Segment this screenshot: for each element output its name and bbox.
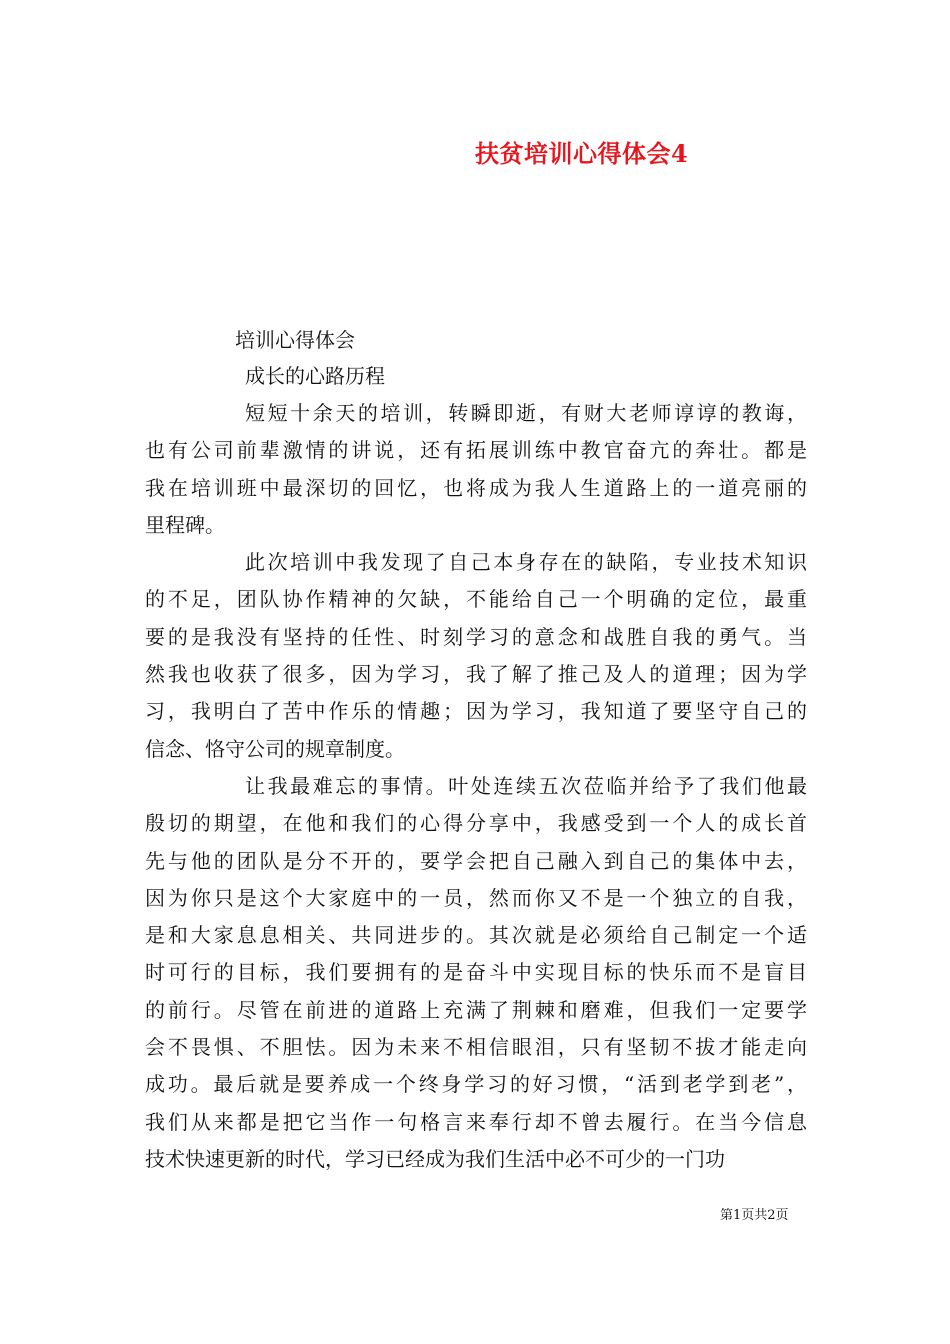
text-line: 因为你只是这个大家庭中的一员，然而你又不是一个独立的自我， bbox=[145, 885, 807, 910]
text-line: 短短十余天的培训，转瞬即逝，有财大老师谆谆的教诲， bbox=[245, 401, 807, 425]
paragraph bbox=[145, 773, 807, 1183]
text-line: 时可行的目标，我们要拥有的是奋斗中实现目标的快乐而不是盲目 bbox=[145, 960, 807, 985]
text-line: 我在培训班中最深切的回忆，也将成为我人生道路上的一道亮丽的 bbox=[145, 475, 807, 500]
document-title: 扶贫培训心得体会4 bbox=[475, 139, 689, 168]
text-line: 会不畏惧、不胆怯。因为未来不相信眼泪，只有坚韧不拔才能走向 bbox=[145, 1035, 807, 1060]
page-number: 第1页共2页 bbox=[720, 1208, 789, 1223]
text-line: 里程碑。 bbox=[145, 512, 225, 537]
section-subheading: 成长的心路历程 bbox=[245, 364, 385, 388]
text-line: 技术快速更新的时代，学习已经成为我们生活中必不可少的一门功 bbox=[145, 1146, 725, 1171]
text-line: 此次培训中我发现了自己本身存在的缺陷，专业技术知识 bbox=[245, 550, 807, 575]
text-line: 也有公司前辈激情的讲说，还有拓展训练中教官奋亢的奔壮。都是 bbox=[145, 438, 807, 463]
text-line: 然我也收获了很多，因为学习，我了解了推己及人的道理；因为学 bbox=[145, 662, 807, 687]
text-line: 信念、恪守公司的规章制度。 bbox=[145, 736, 405, 761]
text-line: 习，我明白了苦中作乐的情趣；因为学习，我知道了要坚守自己的 bbox=[145, 699, 807, 724]
text-line: 要的是我没有坚持的任性、时刻学习的意念和战胜自我的勇气。当 bbox=[145, 624, 807, 649]
text-line: 是和大家息息相关、共同进步的。其次就是必须给自己制定一个适 bbox=[145, 923, 807, 948]
text-line: 成功。最后就是要养成一个终身学习的好习惯，“活到老学到老”， bbox=[145, 1072, 807, 1097]
text-line: 的前行。尽管在前进的道路上充满了荆棘和磨难，但我们一定要学 bbox=[145, 997, 807, 1022]
text-line: 我们从来都是把它当作一句格言来奉行却不曾去履行。在当今信息 bbox=[145, 1109, 807, 1134]
paragraph bbox=[145, 400, 807, 549]
paragraph bbox=[145, 549, 807, 773]
text-line: 先与他的团队是分不开的，要学会把自己融入到自己的集体中去， bbox=[145, 848, 807, 873]
text-line: 让我最难忘的事情。叶处连续五次莅临并给予了我们他最 bbox=[245, 773, 807, 798]
section-heading: 培训心得体会 bbox=[235, 328, 355, 352]
document-body bbox=[145, 400, 807, 1183]
text-line: 殷切的期望，在他和我们的心得分享中，我感受到一个人的成长首 bbox=[145, 811, 807, 836]
text-line: 的不足，团队协作精神的欠缺，不能给自己一个明确的定位，最重 bbox=[145, 587, 807, 612]
